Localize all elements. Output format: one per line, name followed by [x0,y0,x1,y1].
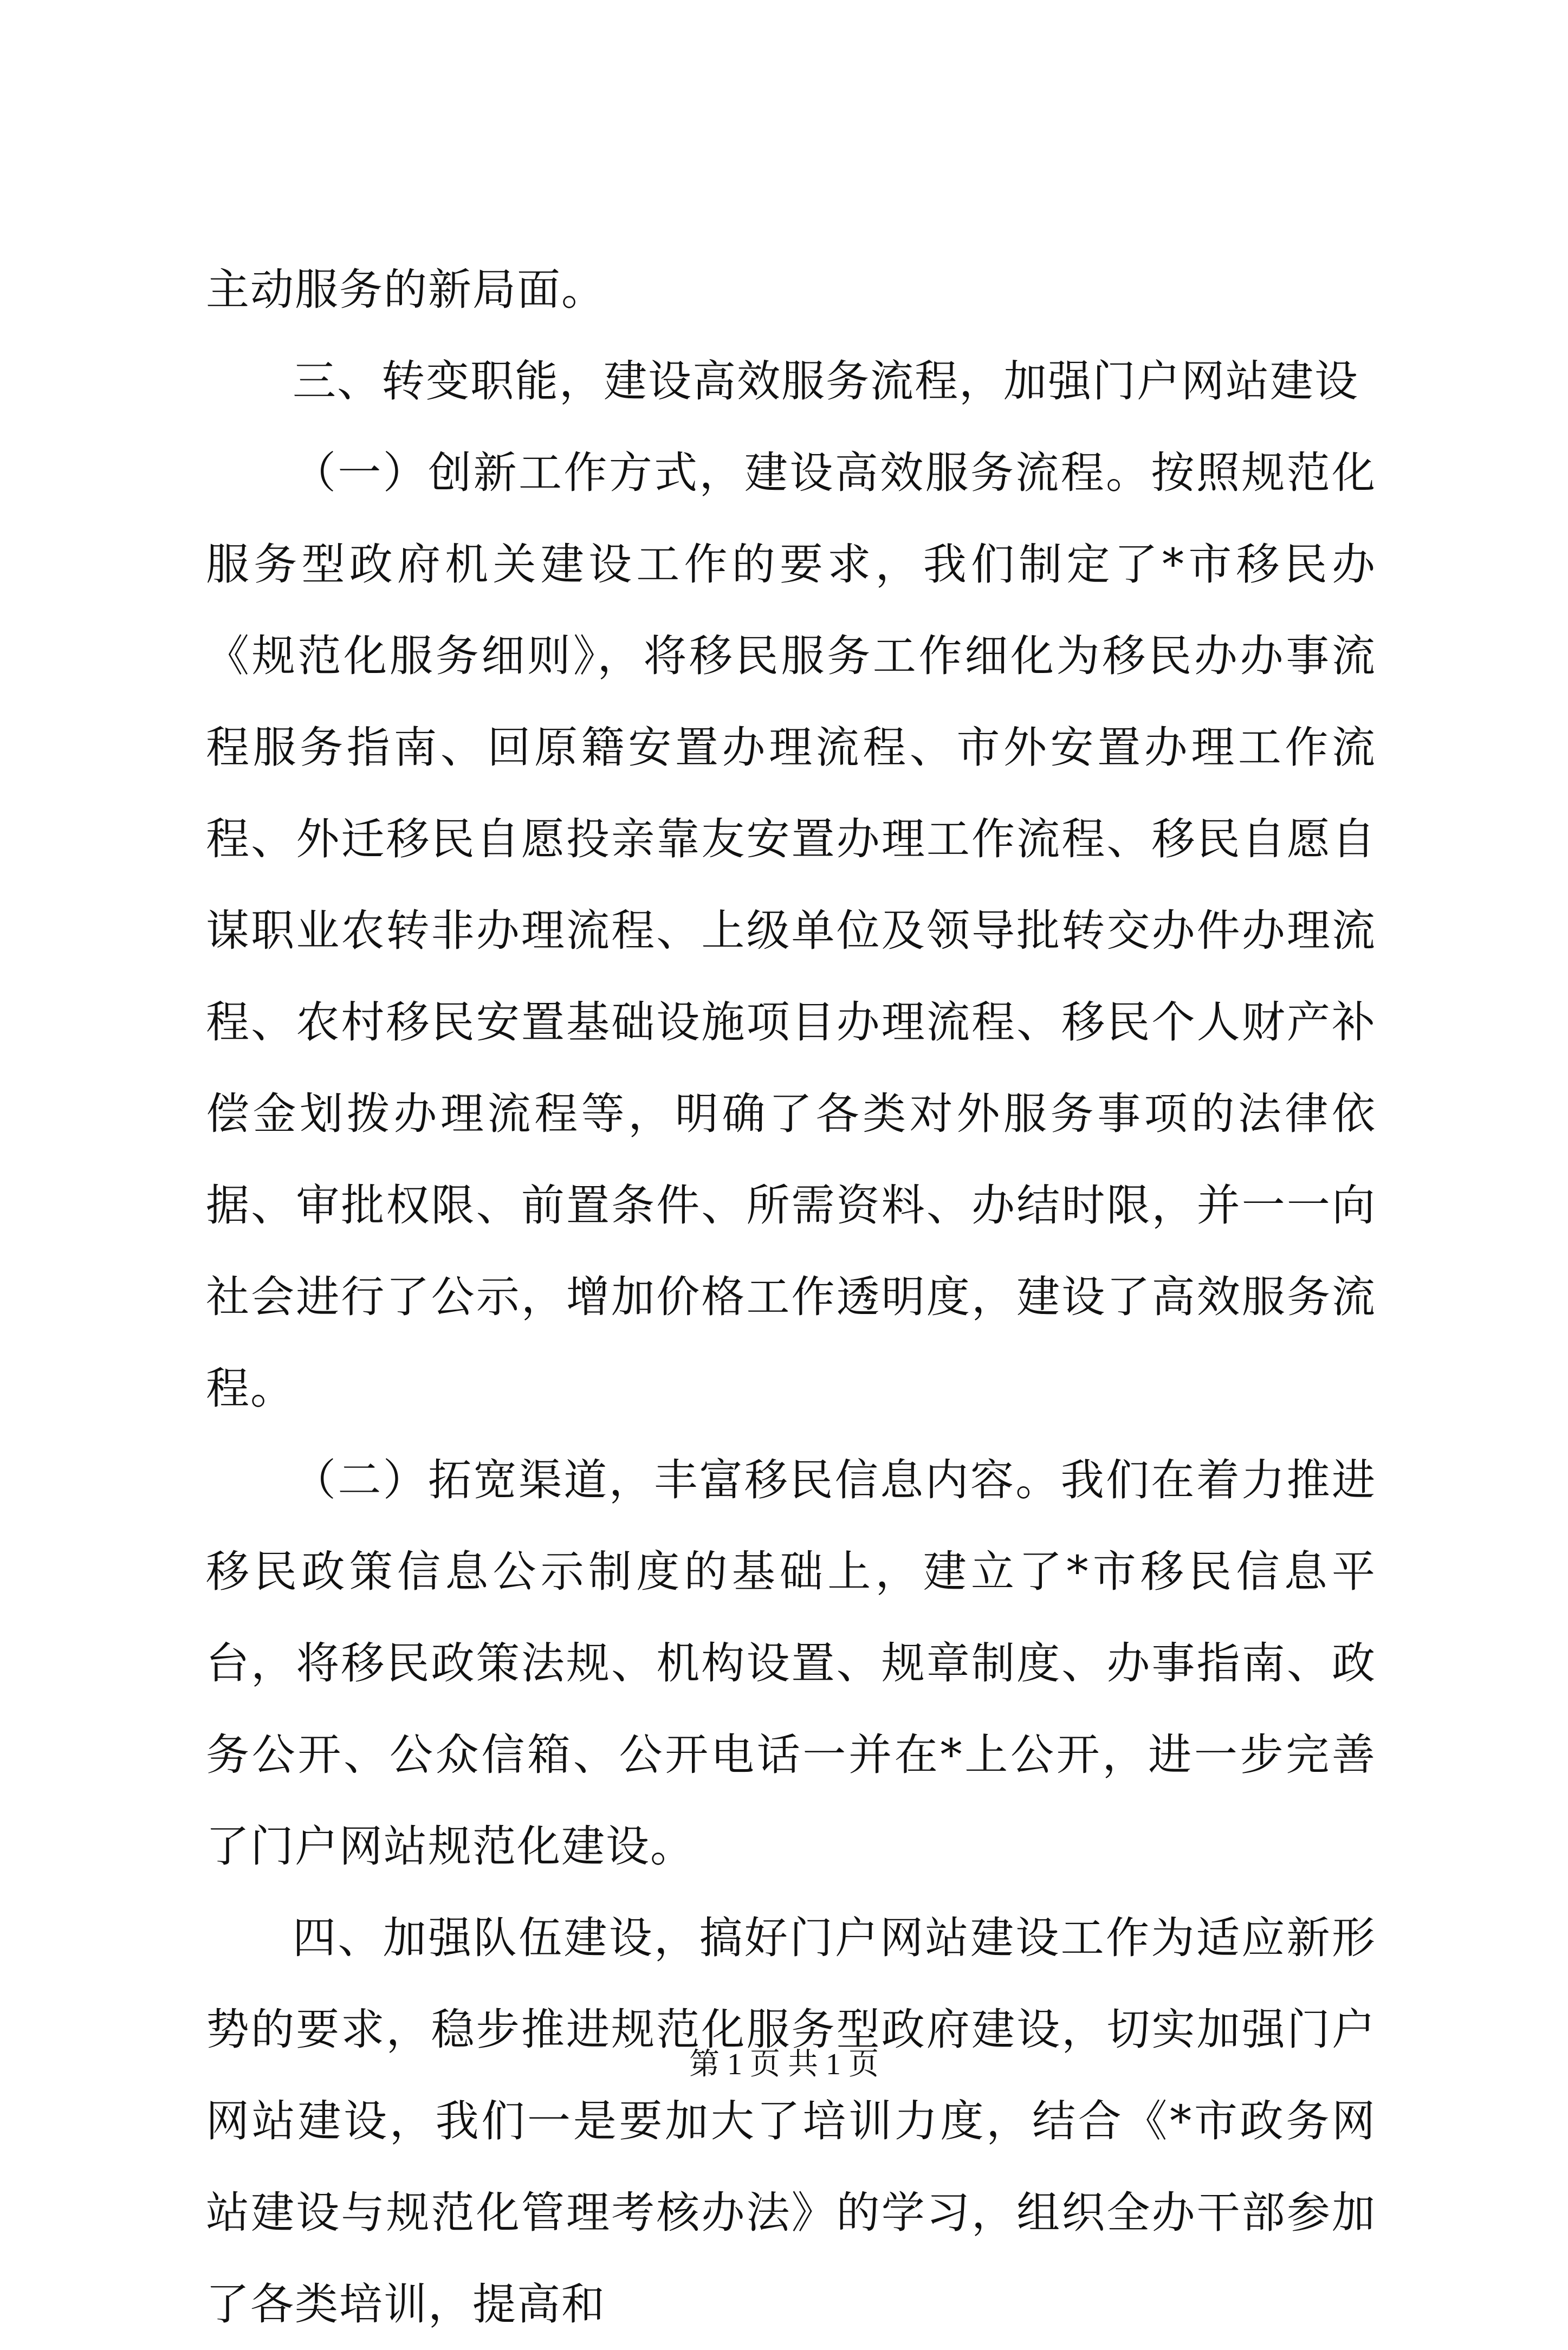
page-number-footer: 第 1 页 共 1 页 [689,2048,879,2081]
section-3-heading: 三、转变职能，建设高效服务流程，加强门户网站建设 [293,356,1359,406]
paragraph-section-3-1: （一）创新工作方式，建设高效服务流程。按照规范化服务型政府机关建设工作的要求，我们制定了*市移民办《规范化服务细则》，将移民服务工作细化为移民办办事流程服务指南、回原籍安置办理流程、市外安置办理工作流程、外迁移民自愿投亲靠友安置办理工作流程、移民自愿自谋职业农转非办理流程、上级单位及领导批转交办件办理流程、农村移民安置基础设施项目办理流程、移民个人财产补偿金划拨办理流程等，明确了各类对外服务事项的法律依据、审批权限、前置条件、所需资料、办结时限，并一一向社会进行了公示，增加价格工作透明度，建设了高效服务流程。 [206,448,1376,1414]
paragraph-section-3-2: （二）拓宽渠道，丰富移民信息内容。我们在着力推进移民政策信息公示制度的基础上，建立了*市移民信息平台，将移民政策法规、机构设置、规章制度、办事指南、政务公开、公众信箱、公开电话一并在*上公开，进一步完善了门户网站规范化建设。 [206,1455,1376,1872]
document-body [206,244,1376,2350]
paragraph-continuation: 主动服务的新局面。 [206,264,606,315]
paragraph-section-4: 四、加强队伍建设，搞好门户网站建设工作为适应新形势的要求，稳步推进规范化服务型政府建设，切实加强门户网站建设，我们一是要加大了培训力度，结合《*市政务网站建设与规范化管理考核办法》的学习，组织全办干部参加了各类培训，提高和 [206,1913,1376,2329]
